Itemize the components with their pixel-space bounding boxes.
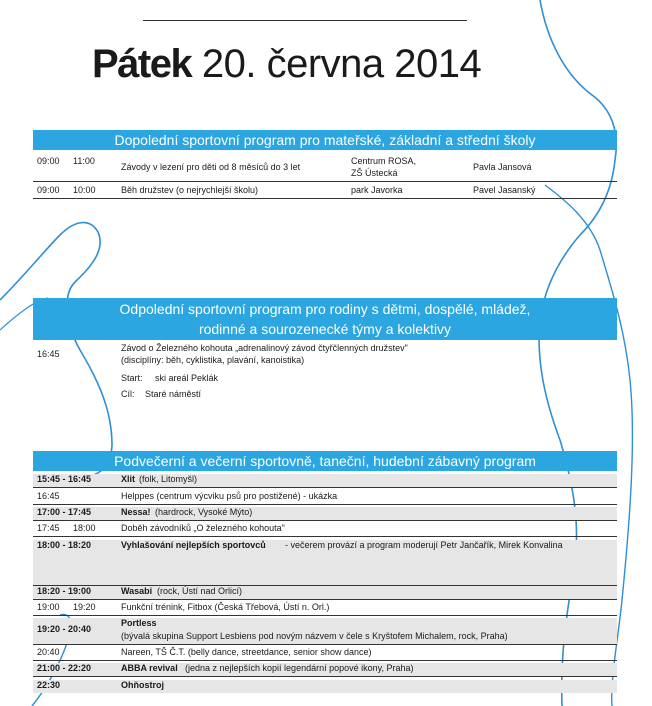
event-name: Vyhlašování nejlepších sportovců <box>121 540 266 550</box>
event-time: 21:00 - 22:20 <box>37 663 92 673</box>
finish-label: Cíl: <box>121 389 135 399</box>
event-desc: (folk, Litomyšl) <box>139 474 198 484</box>
event-place-line2: ZŠ Ústecká <box>351 168 398 178</box>
event-place: park Javorka <box>351 185 403 195</box>
table-row <box>33 586 617 600</box>
event-name: Závod o Železného kohouta „adrenalinový závod čtyřčlenných družstev" <box>121 343 408 353</box>
event-name: Závody v lezení pro děti od 8 měsíců do 3 let <box>121 162 301 172</box>
start-label: Start: <box>121 373 143 383</box>
table-row <box>33 156 617 182</box>
time-from: 19:00 <box>37 602 60 612</box>
time-from: 17:45 <box>37 523 60 533</box>
event-name: Xlit <box>121 474 136 484</box>
event-name: Běh družstev (o nejrychlejší školu) <box>121 185 259 195</box>
event-name: Ohňostroj <box>121 680 164 690</box>
event-time: 16:45 <box>37 349 60 359</box>
table-row <box>33 663 617 677</box>
time-from: 09:00 <box>37 156 60 166</box>
event-desc: (bývalá skupina Support Lesbiens pod novým názvem v čele s Kryštofem Michalem, rock, Praha) <box>121 631 508 641</box>
event-disciplines: (disciplíny: běh, cyklistika, plavání, kanoistika) <box>121 355 305 365</box>
time-to: 11:00 <box>73 156 95 166</box>
event-time: 22:30 <box>37 680 61 690</box>
event-name: Nessa! <box>121 507 151 517</box>
finish-value: Staré náměstí <box>145 389 202 399</box>
section-title-afternoon-line2: rodinné a sourozenecké týmy a kolektivy <box>198 321 452 337</box>
section-header-morning <box>33 130 617 150</box>
section-title-afternoon-line1: Odpolední sportovní program pro rodiny s dětmi, dospělé, mládež, <box>119 301 531 317</box>
table-row <box>33 647 617 661</box>
event-desc: (rock, Ústí nad Orlicí) <box>157 586 243 596</box>
time-to: 10:00 <box>73 185 96 195</box>
table-row <box>33 523 617 537</box>
event-time: 18:00 - 18:20 <box>37 540 92 550</box>
time-from: 09:00 <box>37 185 60 195</box>
event-desc: Helppes (centrum výcviku psů pro postižené) - ukázka <box>121 491 338 501</box>
start-value: ski areál Peklák <box>155 373 219 383</box>
time-to: 18:00 <box>73 523 96 533</box>
event-time: 15:45 - 16:45 <box>37 474 92 484</box>
event-desc: (hardrock, Vysoké Mýto) <box>155 507 253 517</box>
afternoon-event <box>33 343 617 403</box>
page-title <box>92 40 481 88</box>
table-row <box>33 491 617 505</box>
event-time: 19:20 - 20:40 <box>37 624 92 634</box>
table-row <box>33 680 617 693</box>
event-desc: Doběh závodníků „O železného kohouta" <box>121 523 285 533</box>
table-row <box>33 602 617 616</box>
event-time: 18:20 - 19:00 <box>37 586 92 596</box>
table-row <box>33 540 617 586</box>
event-place: Centrum ROSA, <box>351 156 417 166</box>
time-from: 20:40 <box>37 647 60 657</box>
section-title-evening: Podvečerní a večerní sportovně, taneční, hudební zábavný program <box>114 453 536 469</box>
event-desc: Nareen, TŠ Č.T. (belly dance, streetdance, senior show dance) <box>121 647 372 657</box>
title-day: Pátek <box>92 42 192 86</box>
table-row <box>33 507 617 521</box>
section-header-afternoon <box>33 298 617 340</box>
event-time: 17:00 - 17:45 <box>37 507 92 517</box>
table-row <box>33 185 617 199</box>
event-name: Wasabi <box>121 586 153 596</box>
section-header-evening <box>33 451 617 471</box>
event-desc: - večerem provází a program moderují Petr Jančařík, Mirek Konvalina <box>285 540 563 550</box>
title-date: 20. června 2014 <box>201 42 482 86</box>
event-name: Portless <box>121 618 157 628</box>
time-from: 16:45 <box>37 491 60 501</box>
event-person: Pavel Jasanský <box>473 185 536 195</box>
table-row <box>33 618 617 645</box>
section-title-morning: Dopolední sportovní program pro mateřské, základní a střední školy <box>114 132 536 148</box>
event-desc: (jedna z nejlepších kopií legendární popové ikony, Praha) <box>185 663 414 673</box>
event-person: Pavla Jansová <box>473 162 532 172</box>
time-to: 19:20 <box>73 602 96 612</box>
table-row <box>33 474 617 488</box>
top-divider-line <box>143 20 467 21</box>
event-name: ABBA revival <box>121 663 178 673</box>
event-desc: Funkční trénink, Fitbox (Česká Třebová, Ústí n. Orl.) <box>121 602 330 612</box>
